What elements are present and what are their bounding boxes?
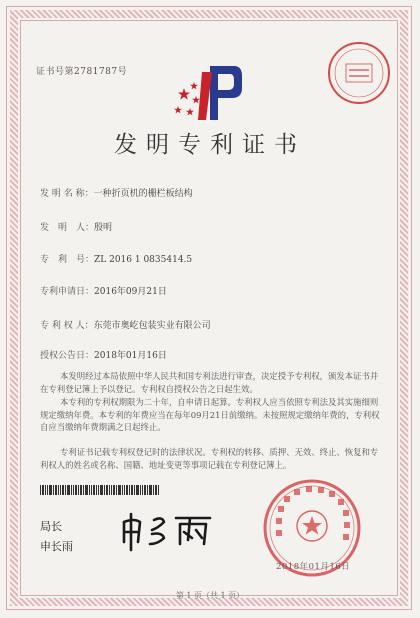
director-name-label: 申长雨	[40, 540, 73, 553]
patent-number-value: ZL 2016 1 0835414.5	[94, 255, 193, 265]
patent-office-stamp-icon	[326, 40, 392, 106]
director-title-label: 局长	[40, 520, 62, 533]
director-signature-image	[118, 510, 218, 552]
certificate-title: 发明专利证书	[114, 132, 306, 158]
filing-date-label: 专利申请日：	[40, 287, 95, 297]
field-filing-date	[40, 284, 167, 297]
page-number: 第 1 页（共 1 页）	[175, 591, 245, 600]
invention-name-value: 一种折页机的栅栏板结构	[93, 189, 193, 199]
filing-date-value: 2016年09月21日	[94, 287, 167, 297]
field-invention-name	[40, 186, 193, 199]
paragraph-grant: 本发明经过本局依照中华人民共和国专利法进行审查，决定授予专利权，颁发本证书并在专利登记簿上予以登记。专利权自授权公告之日起生效。	[40, 371, 379, 394]
inventor-label: 发 明 人：	[40, 223, 95, 233]
grant-date-value: 2018年01月16日	[94, 351, 167, 361]
certificate-number: 证书号第2781787号	[36, 67, 128, 77]
field-patentee	[40, 318, 211, 331]
field-grant-date	[40, 348, 167, 361]
patent-number-label: 专 利 号：	[40, 255, 95, 265]
barcode	[40, 485, 160, 495]
patentee-label: 专 利 权 人：	[40, 321, 94, 331]
field-inventor	[40, 220, 112, 233]
field-patent-number	[40, 252, 192, 265]
patent-office-emblem-icon	[172, 62, 244, 124]
invention-name-label: 发 明 名 称：	[40, 189, 94, 199]
paragraph-legal-status: 专利证书记载专利权登记时的法律状况。专利权的转移、质押、无效、终止、恢复和专利权人的姓名或名称、国籍、地址变更等事项记载在专利登记簿上。	[40, 447, 379, 470]
paragraph-term: 本专利的专利权期限为二十年，自申请日起算。专利权人应当依照专利法及其实施细则规定缴纳年费。本专利的年费应当在每年09月21日前缴纳。未按照规定缴纳年费的，专利权自应当缴纳年费期满之日起终止。	[40, 397, 380, 433]
seal-date: 2018年01月16日	[276, 562, 351, 572]
grant-date-label: 授权公告日：	[40, 351, 95, 361]
inventor-value: 殷明	[94, 223, 113, 233]
patentee-value: 东莞市奥屹包装实业有限公司	[93, 321, 211, 331]
